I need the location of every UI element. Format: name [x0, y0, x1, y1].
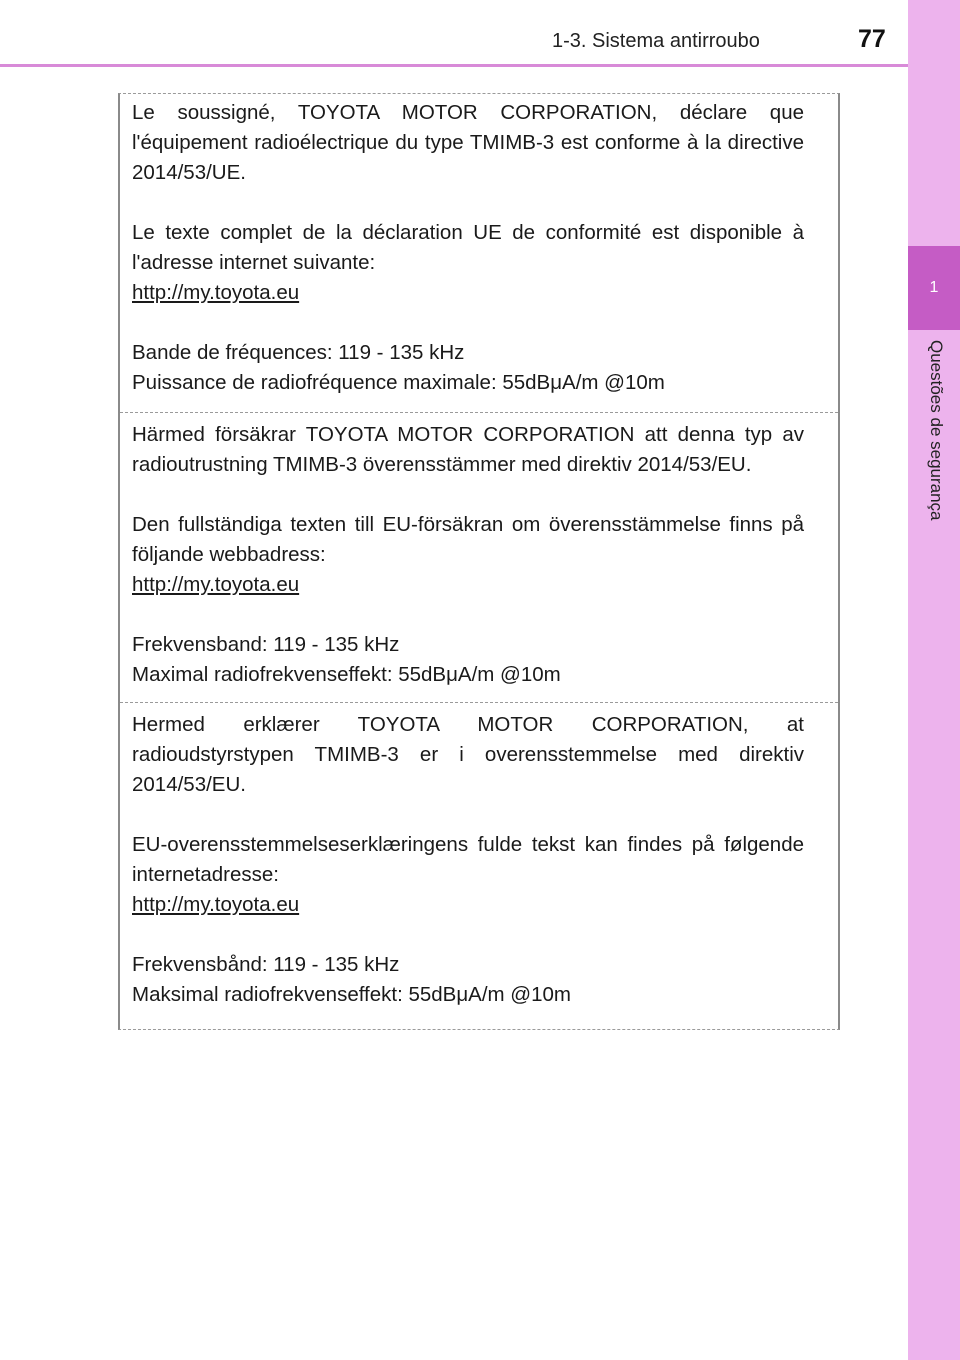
frequency-band: Bande de fréquences: 119 - 135 kHz [132, 341, 465, 364]
max-power: Maksimal radiofrekvenseffekt: 55dBμA/m @10m [132, 983, 571, 1006]
availability-text [132, 830, 804, 920]
max-power: Puissance de radiofréquence maximale: 55dBμA/m @10m [132, 371, 665, 394]
section-divider [120, 702, 838, 703]
header-divider [0, 64, 908, 67]
declaration-link[interactable]: http://my.toyota.eu [132, 893, 300, 916]
page-number: 77 [858, 25, 886, 53]
technical-data [132, 950, 804, 1010]
declaration-text: Hermed erklærer TOYOTA MOTOR CORPORATION, at radioudstyrstypen TMIMB-3 er i overensstemmelse med direktiv 2014/53/EU. [132, 713, 804, 796]
availability-sentence: Le texte complet de la déclaration UE de conformité est disponible à l'adresse internet suivante: [132, 221, 804, 274]
availability-text [132, 218, 804, 308]
declaration-box [118, 93, 840, 1030]
chapter-side-tab [908, 0, 960, 1360]
availability-sentence: EU-overensstemmelseserklæringens fulde tekst kan findes på følgende internetadresse: [132, 833, 804, 886]
max-power: Maximal radiofrekvenseffekt: 55dBμA/m @10m [132, 663, 561, 686]
declaration-section-french [120, 98, 838, 398]
section-title: 1-3. Sistema antirroubo [552, 30, 760, 52]
declaration-text: Le soussigné, TOYOTA MOTOR CORPORATION, déclare que l'équipement radioélectrique du type TMIMB-3 est conforme à la directive 2014/53/UE. [132, 101, 804, 184]
frequency-band: Frekvensband: 119 - 135 kHz [132, 633, 400, 656]
technical-data [132, 630, 804, 690]
availability-sentence: Den fullständiga texten till EU-försäkran om överensstämmelse finns på följande webbadress: [132, 513, 804, 566]
declaration-section-danish [120, 710, 838, 1010]
availability-text [132, 510, 804, 600]
section-divider [120, 412, 838, 413]
declaration-link[interactable]: http://my.toyota.eu [132, 281, 300, 304]
chapter-number-tab: 1 [908, 246, 960, 330]
frequency-band: Frekvensbånd: 119 - 135 kHz [132, 953, 400, 976]
declaration-text: Härmed försäkrar TOYOTA MOTOR CORPORATION att denna typ av radioutrustning TMIMB-3 överensstämmer med direktiv 2014/53/EU. [132, 423, 804, 476]
declaration-link[interactable]: http://my.toyota.eu [132, 573, 300, 596]
declaration-section-swedish [120, 420, 838, 690]
chapter-label: Questões de segurança [927, 340, 946, 521]
technical-data [132, 338, 804, 398]
